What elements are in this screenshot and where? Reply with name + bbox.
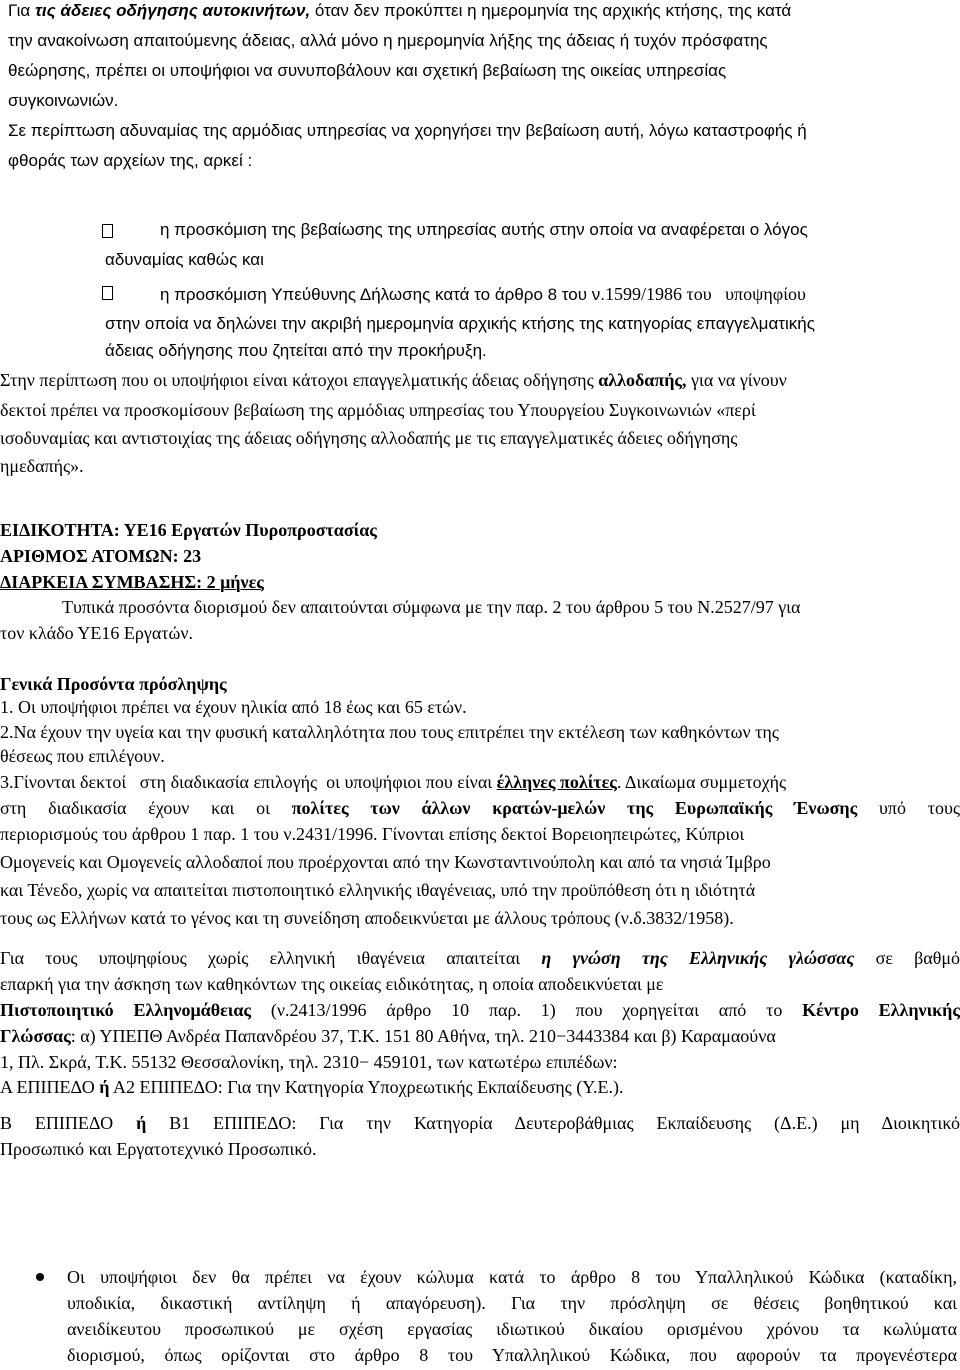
- emphasis-language-center: Κέντρο Ελληνικής: [802, 1000, 960, 1020]
- bullet-1-line-2: αδυναμίας καθώς και: [105, 250, 264, 269]
- language-line-2: επαρκή για την άσκηση των καθηκόντων της οικείας ειδικότητας, η οποία αποδεικνύεται με: [0, 974, 664, 994]
- qualification-item-3-line-6: τους ως Ελλήνων κατά το γένος και τη συνείδηση αποδεικνύεται με άλλους τρόπους (ν.δ.3832/1958).: [0, 908, 734, 928]
- foreign-line-2: δεκτοί πρέπει να προσκομίσουν βεβαίωση της αρμόδιας υπηρεσίας του Υπουργείου Συγκοινωνιών «περί: [0, 400, 756, 420]
- text: υπό τους: [857, 798, 960, 818]
- text: για να γίνουν: [686, 370, 787, 390]
- text: : α) ΥΠΕΠΘ Ανδρέα Παπανδρέου 37, Τ.Κ. 151 80 Αθήνα, τηλ. 210−3443384 και β) Καραμαούνα: [70, 1026, 776, 1046]
- language-line-8: Προσωπικό και Εργατοτεχνικό Προσωπικό.: [0, 1139, 317, 1159]
- qualification-item-2-line-1: 2.Να έχουν την υγεία και την φυσική καταλληλότητα που τους επιτρέπει την εκτέλεση των καθηκόντων της: [0, 722, 779, 742]
- text: 3.Γίνονται δεκτοί στη διαδικασία επιλογής οι υποψήφιοι που είναι: [0, 772, 497, 792]
- text: Α2 ΕΠΙΠΕΔΟ: Για την Κατηγορία Υποχρεωτικής Εκπαίδευσης (Υ.Ε.).: [109, 1077, 624, 1097]
- checkbox-bullet-icon: [102, 224, 113, 238]
- bullet-1-line-1: η προσκόμιση της βεβαίωσης της υπηρεσίας αυτής στην οποία να αναφέρεται ο λόγος: [160, 220, 808, 239]
- checkbox-bullet-icon: [102, 286, 113, 300]
- text: όταν δεν προκύπτει η ημερομηνία της αρχικής κτήσης, της κατά: [310, 1, 792, 20]
- emphasis-greek-citizens: έλληνες πολίτες: [496, 772, 617, 792]
- text: Α ΕΠΙΠΕΔΟ: [0, 1077, 100, 1097]
- emphasis-greek-language: η γνώση της Ελληνικής γλώσσας: [541, 948, 855, 968]
- intro-line-4: συγκοινωνιών.: [8, 91, 119, 110]
- qualification-item-3-line-4: Ομογενείς και Ομογενείς αλλοδαποί που προέρχονται από την Κωνσταντινούπολη και από τα νησιά Ίμβρο: [0, 852, 771, 872]
- intro-line-1: [8, 0, 791, 26]
- persons-count: ΑΡΙΘΜΟΣ ΑΤΟΜΩΝ: 23: [0, 546, 202, 566]
- emphasis-driving-licenses: τις άδειες οδήγησης αυτοκινήτων,: [34, 1, 311, 20]
- text: στη διαδικασία έχουν και οι: [0, 798, 292, 818]
- emphasis-or: ή: [136, 1113, 147, 1133]
- text: Β1 ΕΠΙΠΕΔΟ: Για την Κατηγορία Δευτεροβάθμιας Εκπαίδευσης (Δ.Ε.) μη Διοικητικό: [146, 1113, 960, 1133]
- text: Για: [8, 1, 35, 20]
- text: Β ΕΠΙΠΕΔΟ: [0, 1113, 137, 1133]
- text: . Δικαίωμα συμμετοχής: [616, 772, 787, 792]
- intro-line-6: φθοράς των αρχείων της, αρκεί :: [8, 151, 253, 170]
- emphasis-or: ή: [99, 1077, 110, 1097]
- criminal-line-2: υποδικία, δικαστική αντίληψη ή απαγόρευση). Για την πρόσληψη σε θέσεις βοηθητικού και: [67, 1293, 957, 1313]
- foreign-line-1: [0, 365, 787, 395]
- qualification-item-2-line-2: θέσεως που επιλέγουν.: [0, 746, 165, 766]
- text: Για τους υποψηφίους χωρίς ελληνική ιθαγένεια απαιτείται: [0, 948, 542, 968]
- bullet-2-line-3: άδειας οδήγησης που ζητείται από την προκήρυξη.: [105, 341, 487, 360]
- foreign-line-3: ισοδυναμίας και αντιστοιχίας της άδειας οδήγησης αλλοδαπής με τις επαγγελματικές άδειες οδήγησης: [0, 428, 738, 448]
- specialty-title: ΕΙΔΙΚΟΤΗΤΑ: ΥΕ16 Εργατών Πυροπροστασίας: [0, 520, 377, 540]
- qualification-item-3-line-5: και Τένεδο, χωρίς να απαιτείται πιστοποιητικό ελληνικής ιθαγένειας, υπό την προϋπόθεση ότι η ιδιότητά: [0, 880, 756, 900]
- text: Στην περίπτωση που οι υποψήφιοι είναι κάτοχοι επαγγελματικής άδειας οδήγησης: [0, 370, 599, 390]
- emphasis-language-center-end: Γλώσσας: [0, 1026, 71, 1046]
- typical-qualifications-line-1: Τυπικά προσόντα διορισμού δεν απαιτούνται σύμφωνα με την παρ. 2 του άρθρου 5 του Ν.2527/97 για: [62, 597, 801, 617]
- text: (ν.2413/1996 άρθρο 10 παρ. 1) που χορηγείται από το: [251, 1000, 803, 1020]
- intro-line-2: την ανακοίνωση απαιτούμενης άδειας, αλλά μόνο η ημερομηνία λήξης της άδειας ή τυχόν πρόσφατης: [8, 31, 768, 50]
- criminal-line-1: Οι υποψήφιοι δεν θα πρέπει να έχουν κώλυμα κατά το άρθρο 8 του Υπαλληλικού Κώδικα (καταδίκη,: [67, 1267, 957, 1287]
- qualification-item-1: 1. Οι υποψήφιοι πρέπει να έχουν ηλικία από 18 έως και 65 ετών.: [0, 697, 467, 717]
- qualification-item-3-line-3: περιορισμούς του άρθρου 1 παρ. 1 του ν.2431/1996. Γίνονται επίσης δεκτοί Βορειοηπειρώτες, Κύπριοι: [0, 824, 745, 844]
- typical-qualifications-line-2: τον κλάδο ΥΕ16 Εργατών.: [0, 623, 193, 643]
- bullet-2-line-2: στην οποία να δηλώνει την ακριβή ημερομηνία αρχικής κτήσης της κατηγορίας επαγγελματικής: [105, 314, 815, 333]
- foreign-line-4: ημεδαπής».: [0, 456, 84, 476]
- language-level-a: [0, 1072, 624, 1102]
- text: 1599/1986 του υποψηφίου: [604, 284, 806, 304]
- bullet-dot-icon: [36, 1273, 44, 1281]
- emphasis-foreign: αλλοδαπής,: [598, 370, 687, 390]
- criminal-line-3: ανειδίκευτου προσωπικού με σχέση εργασίας ιδιωτικού δικαίου ορισμένου χρόνου τα κωλύματα: [67, 1319, 957, 1339]
- text: ΔΙΑΡΚΕΙΑ ΣΥΜΒΑΣΗΣ: 2 μήνες: [0, 572, 264, 592]
- text: η προσκόμιση Υπεύθυνης Δήλωσης κατά το άρθρο 8 του ν.: [160, 285, 605, 304]
- text: σε βαθμό: [854, 948, 960, 968]
- general-qualifications-heading: Γενικά Προσόντα πρόσληψης: [0, 674, 227, 694]
- intro-line-5: Σε περίπτωση αδυναμίας της αρμόδιας υπηρεσίας να χορηγήσει την βεβαίωση αυτή, λόγω καταστροφής ή: [8, 121, 807, 140]
- emphasis-eu-citizens: πολίτες των άλλων κρατών-μελών της Ευρωπαϊκής Ένωσης: [291, 798, 858, 818]
- language-line-5: 1, Πλ. Σκρά, Τ.Κ. 55132 Θεσσαλονίκη, τηλ. 2310− 459101, των κατωτέρω επιπέδων:: [0, 1052, 618, 1072]
- criminal-line-4: διορισμού, όπως ορίζονται στο άρθρο 8 του Υπαλληλικού Κώδικα, που αφορούν τα προγενέστερα: [67, 1345, 957, 1365]
- intro-line-3: θεώρησης, πρέπει οι υποψήφιοι να συνυποβάλουν και σχετική βεβαίωση της οικείας υπηρεσίας: [8, 61, 727, 80]
- emphasis-certificate: Πιστοποιητικό Ελληνομάθειας: [0, 1000, 252, 1020]
- bullet-2-line-1: [160, 279, 806, 310]
